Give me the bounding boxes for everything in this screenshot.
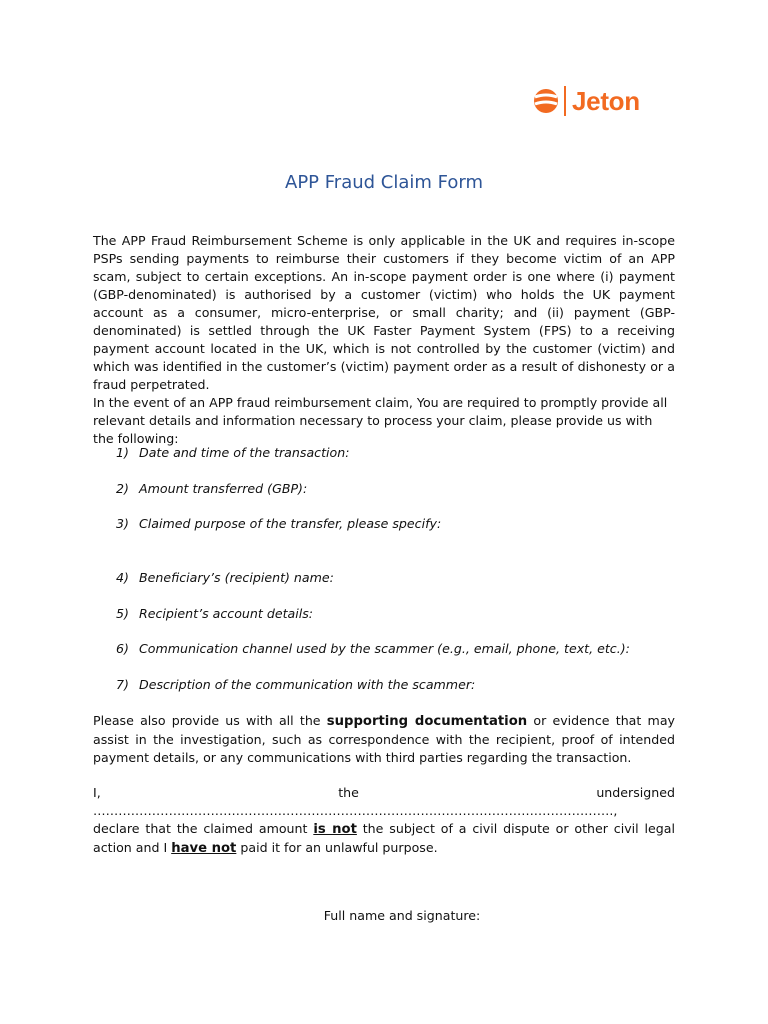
logo-divider (564, 86, 566, 116)
supporting-documentation-emphasis: supporting documentation (326, 714, 528, 729)
declaration-paragraph: I, the undersigned ……………………………………………………………………………………………………………., declare that the claimed amount is not the subject of a civil dispute or other civil legal action and I have not paid it for an unlawful purpose. (93, 785, 675, 856)
signature-label: Full name and signature: (323, 908, 481, 923)
supporting-docs-paragraph: Please also provide us with all the supporting documentation or evidence that may assist in the investigation, such as correspondence with the recipient, proof of intended payment details, or any communications with third parties regarding the transaction. (93, 713, 675, 765)
logo-text: Jeton (572, 85, 640, 116)
is-not-emphasis: is not (313, 822, 357, 837)
have-not-emphasis: have not (171, 841, 237, 856)
page-title: APP Fraud Claim Form (285, 172, 483, 193)
intro-paragraph: The APP Fraud Reimbursement Scheme is only applicable in the UK and requires in-scope PSPs sending payments to reimburse their customers if they become victim of an APP scam, subject to certain exceptions. An in-scope payment order is one where (i) payment (GBP-denominated) is authorised by a customer (victim) who holds the UK payment account as a consumer, micro-enterprise, or small charity; and (ii) payment (GBP-denominated) is settled through the UK Faster Payment System (FPS) to a receiving payment account located in the UK, which is not controlled by the customer (victim) and which was identified in the customer’s (victim) payment order as a result of dishonesty or a fraud perpetrated. (93, 233, 675, 392)
undersigned-line: I, the undersigned ……………………………………………………………………………………………………………., (93, 785, 675, 818)
instruction-paragraph: In the event of an APP fraud reimbursement claim, You are required to promptly provide all relevant details and information necessary to process your claim, please provide us with the following: (93, 395, 668, 446)
jeton-logo-icon (533, 88, 559, 114)
intro-section (93, 232, 675, 448)
jeton-logo (533, 84, 640, 118)
